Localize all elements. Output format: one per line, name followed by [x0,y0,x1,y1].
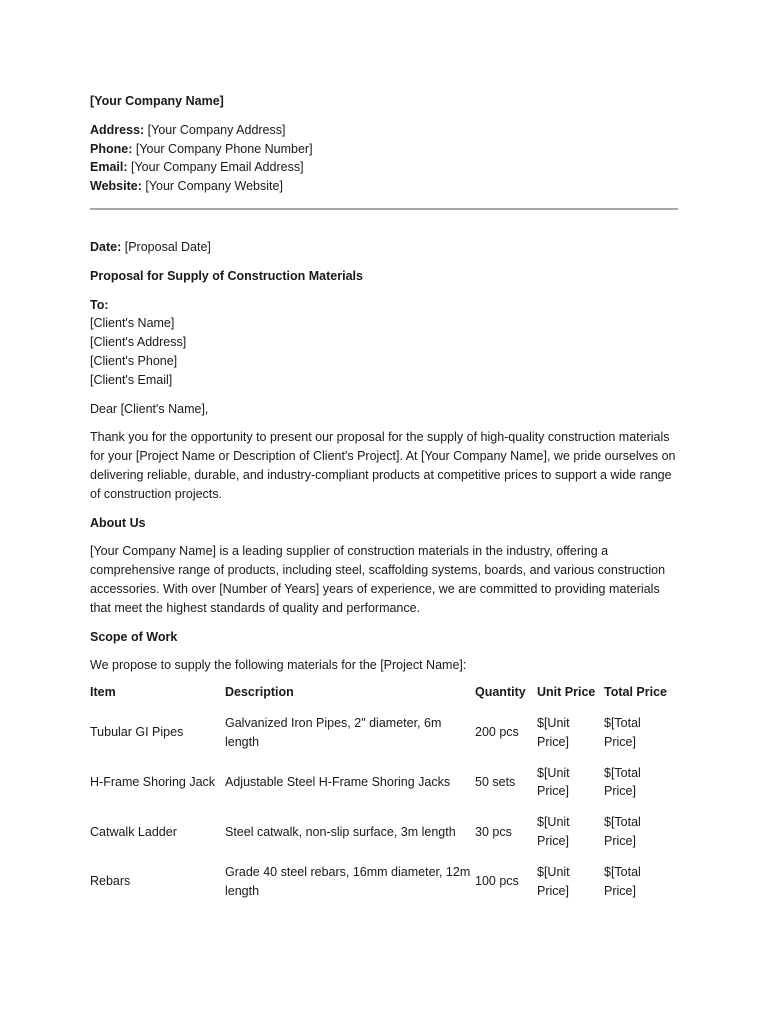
client-address: [Client's Address] [90,335,187,350]
header-quantity [475,683,537,714]
cell-unit-price [537,813,604,863]
cell-quantity-text: 200 pcs [475,725,519,740]
cell-unit-price [537,714,604,764]
materials-table [90,683,678,912]
date-label: Date: [90,239,122,254]
cell-item-text: Tubular GI Pipes [90,725,184,740]
cell-total-price-text: $[Total Price] [604,715,641,749]
phone-value: [Your Company Phone Number] [135,141,313,156]
cell-quantity-text: 100 pcs [475,874,519,889]
cell-description [225,764,475,814]
cell-description-text: Steel catwalk, non-slip surface, 3m length [225,824,456,839]
table-row [90,764,678,814]
company-name: [Your Company Name] [90,94,224,108]
proposal-document [90,92,678,912]
cell-unit-price-text: $[Unit Price] [537,715,570,749]
recipient-block [90,296,678,390]
table-row [90,714,678,764]
cell-item [90,813,225,863]
website-value: [Your Company Website] [145,179,283,194]
client-phone: [Client's Phone] [90,353,178,368]
scope-intro: We propose to supply the following materials for the [Project Name]: [90,658,467,673]
about-paragraph: [Your Company Name] is a leading supplier of construction materials in the industry, offering a comprehensive range of products, including steel, scaffolding systems, boards, and various construction accessories. With over [Number of Years] years of experience, we are committed to providing materials that meet the highest standards of quality and performance. [90,544,666,615]
address-value: [Your Company Address] [147,122,286,137]
company-address-line [90,121,678,140]
cell-description-text: Grade 40 steel rebars, 16mm diameter, 12m length [225,864,471,898]
cell-description-text: Galvanized Iron Pipes, 2" diameter, 6m length [225,715,442,749]
cell-quantity [475,863,537,913]
phone-label: Phone: [90,141,133,156]
company-email-line [90,158,678,177]
company-phone-line [90,140,678,159]
cell-item-text: Catwalk Ladder [90,824,177,839]
cell-total-price [604,863,678,913]
cell-total-price-text: $[Total Price] [604,864,641,898]
proposal-title: Proposal for Supply of Construction Materials [90,268,363,283]
cell-unit-price-text: $[Unit Price] [537,864,570,898]
table-row [90,863,678,913]
cell-item [90,714,225,764]
company-website-line [90,177,678,196]
cell-quantity [475,813,537,863]
intro-paragraph: Thank you for the opportunity to present our proposal for the supply of high-quality construction materials for your [Project Name or Description of Client's Project]. At [Your Company Name], we pride ourselves on delivering reliable, durable, and industry-compliant products at competitive prices to support a wide range of construction projects. [90,430,676,501]
cell-item [90,764,225,814]
horizontal-divider [90,208,678,210]
email-value: [Your Company Email Address] [131,160,304,175]
recipient-label: To: [90,297,109,312]
header-unit-price [537,683,604,714]
address-label: Address: [90,122,145,137]
cell-unit-price-text: $[Unit Price] [537,815,570,848]
salutation: Dear [Client's Name], [90,401,209,416]
table-header-row [90,683,678,714]
header-description-text: Description [225,685,294,700]
header-item-text: Item [90,685,116,700]
cell-total-price [604,714,678,764]
cell-quantity-text: 50 sets [475,774,516,789]
cell-unit-price [537,863,604,913]
cell-item-text: Rebars [90,874,131,889]
header-unit-price-text: Unit Price [537,685,596,700]
cell-description [225,813,475,863]
table-row [90,813,678,863]
email-label: Email: [90,160,128,175]
cell-total-price [604,813,678,863]
client-email: [Client's Email] [90,372,173,387]
cell-description [225,714,475,764]
client-name: [Client's Name] [90,316,175,331]
date-value: [Proposal Date] [124,239,211,254]
header-total-price-text: Total Price [604,685,667,700]
website-label: Website: [90,179,142,194]
cell-quantity [475,714,537,764]
cell-description [225,863,475,913]
company-contact-block [90,121,678,196]
about-heading: About Us [90,515,146,530]
date-line [90,238,678,257]
cell-unit-price [537,764,604,814]
header-total-price [604,683,678,714]
header-quantity-text: Quantity [475,685,526,700]
cell-total-price-text: $[Total Price] [604,815,641,848]
cell-total-price-text: $[Total Price] [604,765,641,799]
cell-item [90,863,225,913]
cell-description-text: Adjustable Steel H-Frame Shoring Jacks [225,774,451,789]
cell-quantity [475,764,537,814]
cell-item-text: H-Frame Shoring Jack [90,774,216,789]
header-description [225,683,475,714]
cell-quantity-text: 30 pcs [475,824,512,839]
scope-heading: Scope of Work [90,629,178,644]
cell-unit-price-text: $[Unit Price] [537,765,570,799]
header-item [90,683,225,714]
cell-total-price [604,764,678,814]
